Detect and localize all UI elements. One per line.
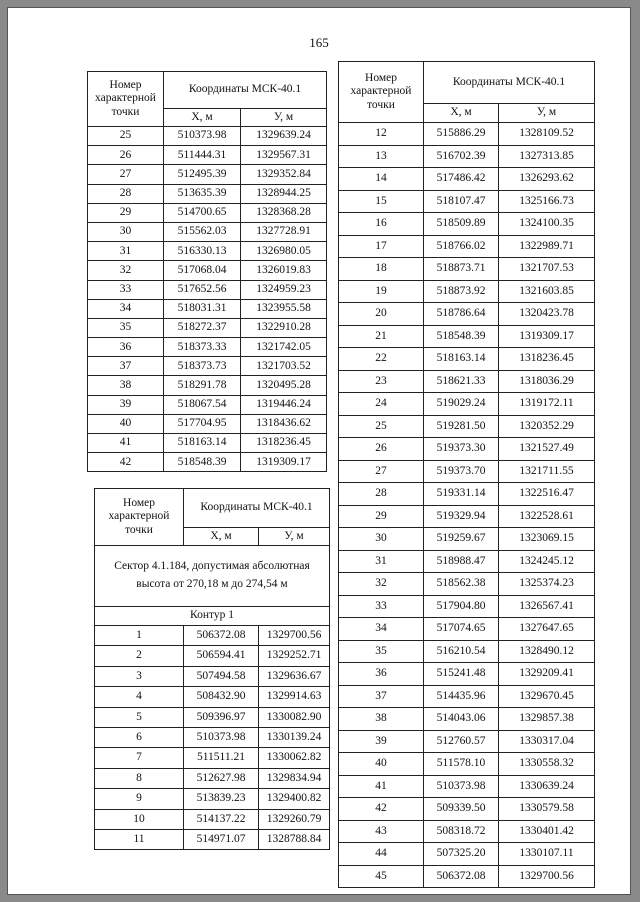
point-number-cell: 40 [339, 753, 424, 776]
sector-caption: Сектор 4.1.184, допустимая абсолютная высота от 270,18 м до 274,54 м [95, 546, 330, 607]
table-row [339, 280, 595, 303]
table-row [339, 685, 595, 708]
point-number-cell: 26 [88, 146, 164, 165]
point-number-cell: 10 [95, 809, 184, 829]
y-coordinate-cell: 1329700.56 [499, 865, 595, 888]
x-coordinate-cell: 518786.64 [424, 303, 499, 326]
table-row [339, 213, 595, 236]
y-coordinate-cell: 1325374.23 [499, 573, 595, 596]
y-coordinate-cell: 1329352.84 [241, 165, 327, 184]
point-number-cell: 38 [339, 708, 424, 731]
point-number-cell: 27 [88, 165, 164, 184]
document-page [8, 8, 630, 894]
y-coordinate-cell: 1318236.45 [499, 348, 595, 371]
y-coordinate-cell: 1326980.05 [241, 242, 327, 261]
header-x: Х, м [424, 103, 499, 122]
point-number-cell: 25 [88, 127, 164, 146]
x-coordinate-cell: 518107.47 [424, 190, 499, 213]
x-coordinate-cell: 517904.80 [424, 595, 499, 618]
table-row [339, 393, 595, 416]
x-coordinate-cell: 517486.42 [424, 168, 499, 191]
y-coordinate-cell: 1322516.47 [499, 483, 595, 506]
point-number-cell: 39 [339, 730, 424, 753]
table-row [88, 146, 327, 165]
table-row [88, 127, 327, 146]
y-coordinate-cell: 1323955.58 [241, 299, 327, 318]
x-coordinate-cell: 513635.39 [164, 184, 241, 203]
table-row [339, 370, 595, 393]
y-coordinate-cell: 1325166.73 [499, 190, 595, 213]
table-row [339, 753, 595, 776]
point-number-cell: 28 [339, 483, 424, 506]
table-row [339, 775, 595, 798]
x-coordinate-cell: 509339.50 [424, 798, 499, 821]
y-coordinate-cell: 1330062.82 [259, 748, 330, 768]
x-coordinate-cell: 516330.13 [164, 242, 241, 261]
table-row [88, 434, 327, 453]
point-number-cell: 20 [339, 303, 424, 326]
point-number-cell: 33 [339, 595, 424, 618]
table-row [339, 843, 595, 866]
y-coordinate-cell: 1330558.32 [499, 753, 595, 776]
point-number-cell: 32 [339, 573, 424, 596]
x-coordinate-cell: 508318.72 [424, 820, 499, 843]
point-number-cell: 31 [339, 550, 424, 573]
table-row [88, 261, 327, 280]
point-number-cell: 27 [339, 460, 424, 483]
x-coordinate-cell: 517704.95 [164, 414, 241, 433]
table-row [88, 222, 327, 241]
point-number-cell: 9 [95, 789, 184, 809]
x-coordinate-cell: 507325.20 [424, 843, 499, 866]
contour-caption: Контур 1 [95, 607, 330, 626]
table-row [88, 376, 327, 395]
x-coordinate-cell: 518873.71 [424, 258, 499, 281]
y-coordinate-cell: 1330401.42 [499, 820, 595, 843]
table-row [95, 789, 330, 809]
y-coordinate-cell: 1326567.41 [499, 595, 595, 618]
y-coordinate-cell: 1327728.91 [241, 222, 327, 241]
y-coordinate-cell: 1321527.49 [499, 438, 595, 461]
point-number-cell: 30 [88, 222, 164, 241]
y-coordinate-cell: 1322989.71 [499, 235, 595, 258]
point-number-cell: 22 [339, 348, 424, 371]
y-coordinate-cell: 1322910.28 [241, 318, 327, 337]
point-number-cell: 17 [339, 235, 424, 258]
x-coordinate-cell: 510373.98 [424, 775, 499, 798]
point-number-cell: 37 [339, 685, 424, 708]
y-coordinate-cell: 1324245.12 [499, 550, 595, 573]
page-number: 165 [309, 35, 329, 50]
y-coordinate-cell: 1318236.45 [241, 434, 327, 453]
point-number-cell: 29 [339, 505, 424, 528]
x-coordinate-cell: 519259.67 [424, 528, 499, 551]
header-y: У, м [259, 528, 330, 546]
table-row [339, 640, 595, 663]
table-row [339, 325, 595, 348]
y-coordinate-cell: 1321703.52 [241, 357, 327, 376]
table-row [95, 809, 330, 829]
table-row [339, 258, 595, 281]
x-coordinate-cell: 519029.24 [424, 393, 499, 416]
table-row [339, 460, 595, 483]
y-coordinate-cell: 1321707.53 [499, 258, 595, 281]
table-row [339, 708, 595, 731]
point-number-cell: 4 [95, 687, 184, 707]
x-coordinate-cell: 513839.23 [184, 789, 259, 809]
header-y: У, м [241, 109, 327, 127]
point-number-cell: 39 [88, 395, 164, 414]
table-row [88, 203, 327, 222]
y-coordinate-cell: 1320423.78 [499, 303, 595, 326]
point-number-cell: 3 [95, 666, 184, 686]
header-y: У, м [499, 103, 595, 122]
header-x: Х, м [184, 528, 259, 546]
x-coordinate-cell: 517074.65 [424, 618, 499, 641]
x-coordinate-cell: 518988.47 [424, 550, 499, 573]
point-number-cell: 42 [88, 453, 164, 472]
x-coordinate-cell: 511578.10 [424, 753, 499, 776]
x-coordinate-cell: 519329.94 [424, 505, 499, 528]
y-coordinate-cell: 1321711.55 [499, 460, 595, 483]
point-number-cell: 5 [95, 707, 184, 727]
x-coordinate-cell: 518873.92 [424, 280, 499, 303]
header-coords: Координаты МСК-40.1 [184, 489, 330, 528]
header-point: Номер характерной точки [95, 489, 184, 546]
point-number-cell: 40 [88, 414, 164, 433]
y-coordinate-cell: 1319309.17 [241, 453, 327, 472]
table-row [339, 438, 595, 461]
coordinates-table-2 [338, 61, 595, 888]
y-coordinate-cell: 1324959.23 [241, 280, 327, 299]
y-coordinate-cell: 1318436.62 [241, 414, 327, 433]
table-row [95, 687, 330, 707]
point-number-cell: 41 [88, 434, 164, 453]
header-point: Номер характерной точки [339, 62, 424, 123]
x-coordinate-cell: 518373.33 [164, 338, 241, 357]
y-coordinate-cell: 1329639.24 [241, 127, 327, 146]
point-number-cell: 30 [339, 528, 424, 551]
y-coordinate-cell: 1318036.29 [499, 370, 595, 393]
table-row [339, 505, 595, 528]
y-coordinate-cell: 1327647.65 [499, 618, 595, 641]
table-row [88, 299, 327, 318]
y-coordinate-cell: 1329209.41 [499, 663, 595, 686]
table-row [339, 348, 595, 371]
table-row [88, 242, 327, 261]
point-number-cell: 1 [95, 626, 184, 646]
x-coordinate-cell: 515886.29 [424, 123, 499, 146]
y-coordinate-cell: 1326019.83 [241, 261, 327, 280]
x-coordinate-cell: 512627.98 [184, 768, 259, 788]
table-row [339, 663, 595, 686]
y-coordinate-cell: 1319446.24 [241, 395, 327, 414]
y-coordinate-cell: 1327313.85 [499, 145, 595, 168]
x-coordinate-cell: 518031.31 [164, 299, 241, 318]
table-row [88, 395, 327, 414]
x-coordinate-cell: 518067.54 [164, 395, 241, 414]
table-row [339, 550, 595, 573]
table-row [88, 165, 327, 184]
x-coordinate-cell: 506594.41 [184, 646, 259, 666]
y-coordinate-cell: 1329857.38 [499, 708, 595, 731]
point-number-cell: 29 [88, 203, 164, 222]
y-coordinate-cell: 1329260.79 [259, 809, 330, 829]
point-number-cell: 33 [88, 280, 164, 299]
point-number-cell: 45 [339, 865, 424, 888]
y-coordinate-cell: 1324100.35 [499, 213, 595, 236]
x-coordinate-cell: 518548.39 [164, 453, 241, 472]
table-row [339, 595, 595, 618]
x-coordinate-cell: 518291.78 [164, 376, 241, 395]
point-number-cell: 35 [88, 318, 164, 337]
x-coordinate-cell: 519373.30 [424, 438, 499, 461]
point-number-cell: 14 [339, 168, 424, 191]
y-coordinate-cell: 1330082.90 [259, 707, 330, 727]
header-point: Номер характерной точки [88, 72, 164, 127]
point-number-cell: 26 [339, 438, 424, 461]
point-number-cell: 34 [88, 299, 164, 318]
point-number-cell: 15 [339, 190, 424, 213]
y-coordinate-cell: 1330639.24 [499, 775, 595, 798]
point-number-cell: 7 [95, 748, 184, 768]
x-coordinate-cell: 516702.39 [424, 145, 499, 168]
x-coordinate-cell: 506372.08 [424, 865, 499, 888]
y-coordinate-cell: 1328944.25 [241, 184, 327, 203]
table-row [95, 768, 330, 788]
x-coordinate-cell: 507494.58 [184, 666, 259, 686]
x-coordinate-cell: 506372.08 [184, 626, 259, 646]
header-x: Х, м [164, 109, 241, 127]
point-number-cell: 36 [88, 338, 164, 357]
x-coordinate-cell: 511511.21 [184, 748, 259, 768]
y-coordinate-cell: 1322528.61 [499, 505, 595, 528]
x-coordinate-cell: 514435.96 [424, 685, 499, 708]
point-number-cell: 21 [339, 325, 424, 348]
x-coordinate-cell: 514700.65 [164, 203, 241, 222]
y-coordinate-cell: 1329636.67 [259, 666, 330, 686]
y-coordinate-cell: 1320352.29 [499, 415, 595, 438]
x-coordinate-cell: 519281.50 [424, 415, 499, 438]
x-coordinate-cell: 508432.90 [184, 687, 259, 707]
table-row [95, 748, 330, 768]
table-row [88, 357, 327, 376]
point-number-cell: 12 [339, 123, 424, 146]
x-coordinate-cell: 515562.03 [164, 222, 241, 241]
point-number-cell: 28 [88, 184, 164, 203]
table-row [339, 415, 595, 438]
table-row [88, 318, 327, 337]
table-row [339, 303, 595, 326]
y-coordinate-cell: 1321742.05 [241, 338, 327, 357]
point-number-cell: 11 [95, 829, 184, 849]
table-row [95, 829, 330, 849]
x-coordinate-cell: 511444.31 [164, 146, 241, 165]
table-row [339, 123, 595, 146]
point-number-cell: 37 [88, 357, 164, 376]
x-coordinate-cell: 514137.22 [184, 809, 259, 829]
table-row [339, 168, 595, 191]
point-number-cell: 31 [88, 242, 164, 261]
point-number-cell: 34 [339, 618, 424, 641]
coordinates-table-3 [94, 488, 330, 850]
point-number-cell: 38 [88, 376, 164, 395]
point-number-cell: 25 [339, 415, 424, 438]
point-number-cell: 8 [95, 768, 184, 788]
table-row [339, 235, 595, 258]
x-coordinate-cell: 518373.73 [164, 357, 241, 376]
point-number-cell: 41 [339, 775, 424, 798]
x-coordinate-cell: 519373.70 [424, 460, 499, 483]
x-coordinate-cell: 517068.04 [164, 261, 241, 280]
point-number-cell: 35 [339, 640, 424, 663]
x-coordinate-cell: 518548.39 [424, 325, 499, 348]
y-coordinate-cell: 1319172.11 [499, 393, 595, 416]
point-number-cell: 16 [339, 213, 424, 236]
y-coordinate-cell: 1330317.04 [499, 730, 595, 753]
table-row [88, 414, 327, 433]
y-coordinate-cell: 1329567.31 [241, 146, 327, 165]
x-coordinate-cell: 518766.02 [424, 235, 499, 258]
x-coordinate-cell: 514043.06 [424, 708, 499, 731]
table-row [339, 820, 595, 843]
y-coordinate-cell: 1319309.17 [499, 325, 595, 348]
x-coordinate-cell: 512495.39 [164, 165, 241, 184]
x-coordinate-cell: 510373.98 [184, 727, 259, 747]
table-row [339, 798, 595, 821]
x-coordinate-cell: 518163.14 [424, 348, 499, 371]
y-coordinate-cell: 1328368.28 [241, 203, 327, 222]
table-row [95, 707, 330, 727]
table-row [88, 338, 327, 357]
point-number-cell: 42 [339, 798, 424, 821]
point-number-cell: 6 [95, 727, 184, 747]
y-coordinate-cell: 1329914.63 [259, 687, 330, 707]
x-coordinate-cell: 512760.57 [424, 730, 499, 753]
x-coordinate-cell: 518509.89 [424, 213, 499, 236]
x-coordinate-cell: 515241.48 [424, 663, 499, 686]
y-coordinate-cell: 1321603.85 [499, 280, 595, 303]
point-number-cell: 23 [339, 370, 424, 393]
table-row [95, 727, 330, 747]
table-row [339, 573, 595, 596]
y-coordinate-cell: 1328490.12 [499, 640, 595, 663]
y-coordinate-cell: 1329670.45 [499, 685, 595, 708]
y-coordinate-cell: 1326293.62 [499, 168, 595, 191]
y-coordinate-cell: 1330579.58 [499, 798, 595, 821]
x-coordinate-cell: 514971.07 [184, 829, 259, 849]
point-number-cell: 24 [339, 393, 424, 416]
table-row [339, 730, 595, 753]
y-coordinate-cell: 1328109.52 [499, 123, 595, 146]
y-coordinate-cell: 1329700.56 [259, 626, 330, 646]
x-coordinate-cell: 518562.38 [424, 573, 499, 596]
table-row [339, 865, 595, 888]
y-coordinate-cell: 1330139.24 [259, 727, 330, 747]
coordinates-table-1 [87, 71, 327, 472]
x-coordinate-cell: 510373.98 [164, 127, 241, 146]
x-coordinate-cell: 519331.14 [424, 483, 499, 506]
table-row [339, 528, 595, 551]
x-coordinate-cell: 517652.56 [164, 280, 241, 299]
point-number-cell: 44 [339, 843, 424, 866]
table-row [95, 646, 330, 666]
y-coordinate-cell: 1329252.71 [259, 646, 330, 666]
point-number-cell: 2 [95, 646, 184, 666]
point-number-cell: 19 [339, 280, 424, 303]
y-coordinate-cell: 1328788.84 [259, 829, 330, 849]
x-coordinate-cell: 518272.37 [164, 318, 241, 337]
table-row [88, 280, 327, 299]
table-row [88, 184, 327, 203]
table-row [95, 626, 330, 646]
header-coords: Координаты МСК-40.1 [424, 62, 595, 104]
x-coordinate-cell: 518163.14 [164, 434, 241, 453]
x-coordinate-cell: 518621.33 [424, 370, 499, 393]
point-number-cell: 32 [88, 261, 164, 280]
point-number-cell: 13 [339, 145, 424, 168]
y-coordinate-cell: 1330107.11 [499, 843, 595, 866]
point-number-cell: 36 [339, 663, 424, 686]
x-coordinate-cell: 509396.97 [184, 707, 259, 727]
y-coordinate-cell: 1329400.82 [259, 789, 330, 809]
y-coordinate-cell: 1329834.94 [259, 768, 330, 788]
table-row [339, 483, 595, 506]
point-number-cell: 43 [339, 820, 424, 843]
header-coords: Координаты МСК-40.1 [164, 72, 327, 109]
point-number-cell: 18 [339, 258, 424, 281]
x-coordinate-cell: 516210.54 [424, 640, 499, 663]
table-row [88, 453, 327, 472]
table-row [339, 190, 595, 213]
table-row [339, 618, 595, 641]
y-coordinate-cell: 1323069.15 [499, 528, 595, 551]
y-coordinate-cell: 1320495.28 [241, 376, 327, 395]
table-row [339, 145, 595, 168]
table-row [95, 666, 330, 686]
